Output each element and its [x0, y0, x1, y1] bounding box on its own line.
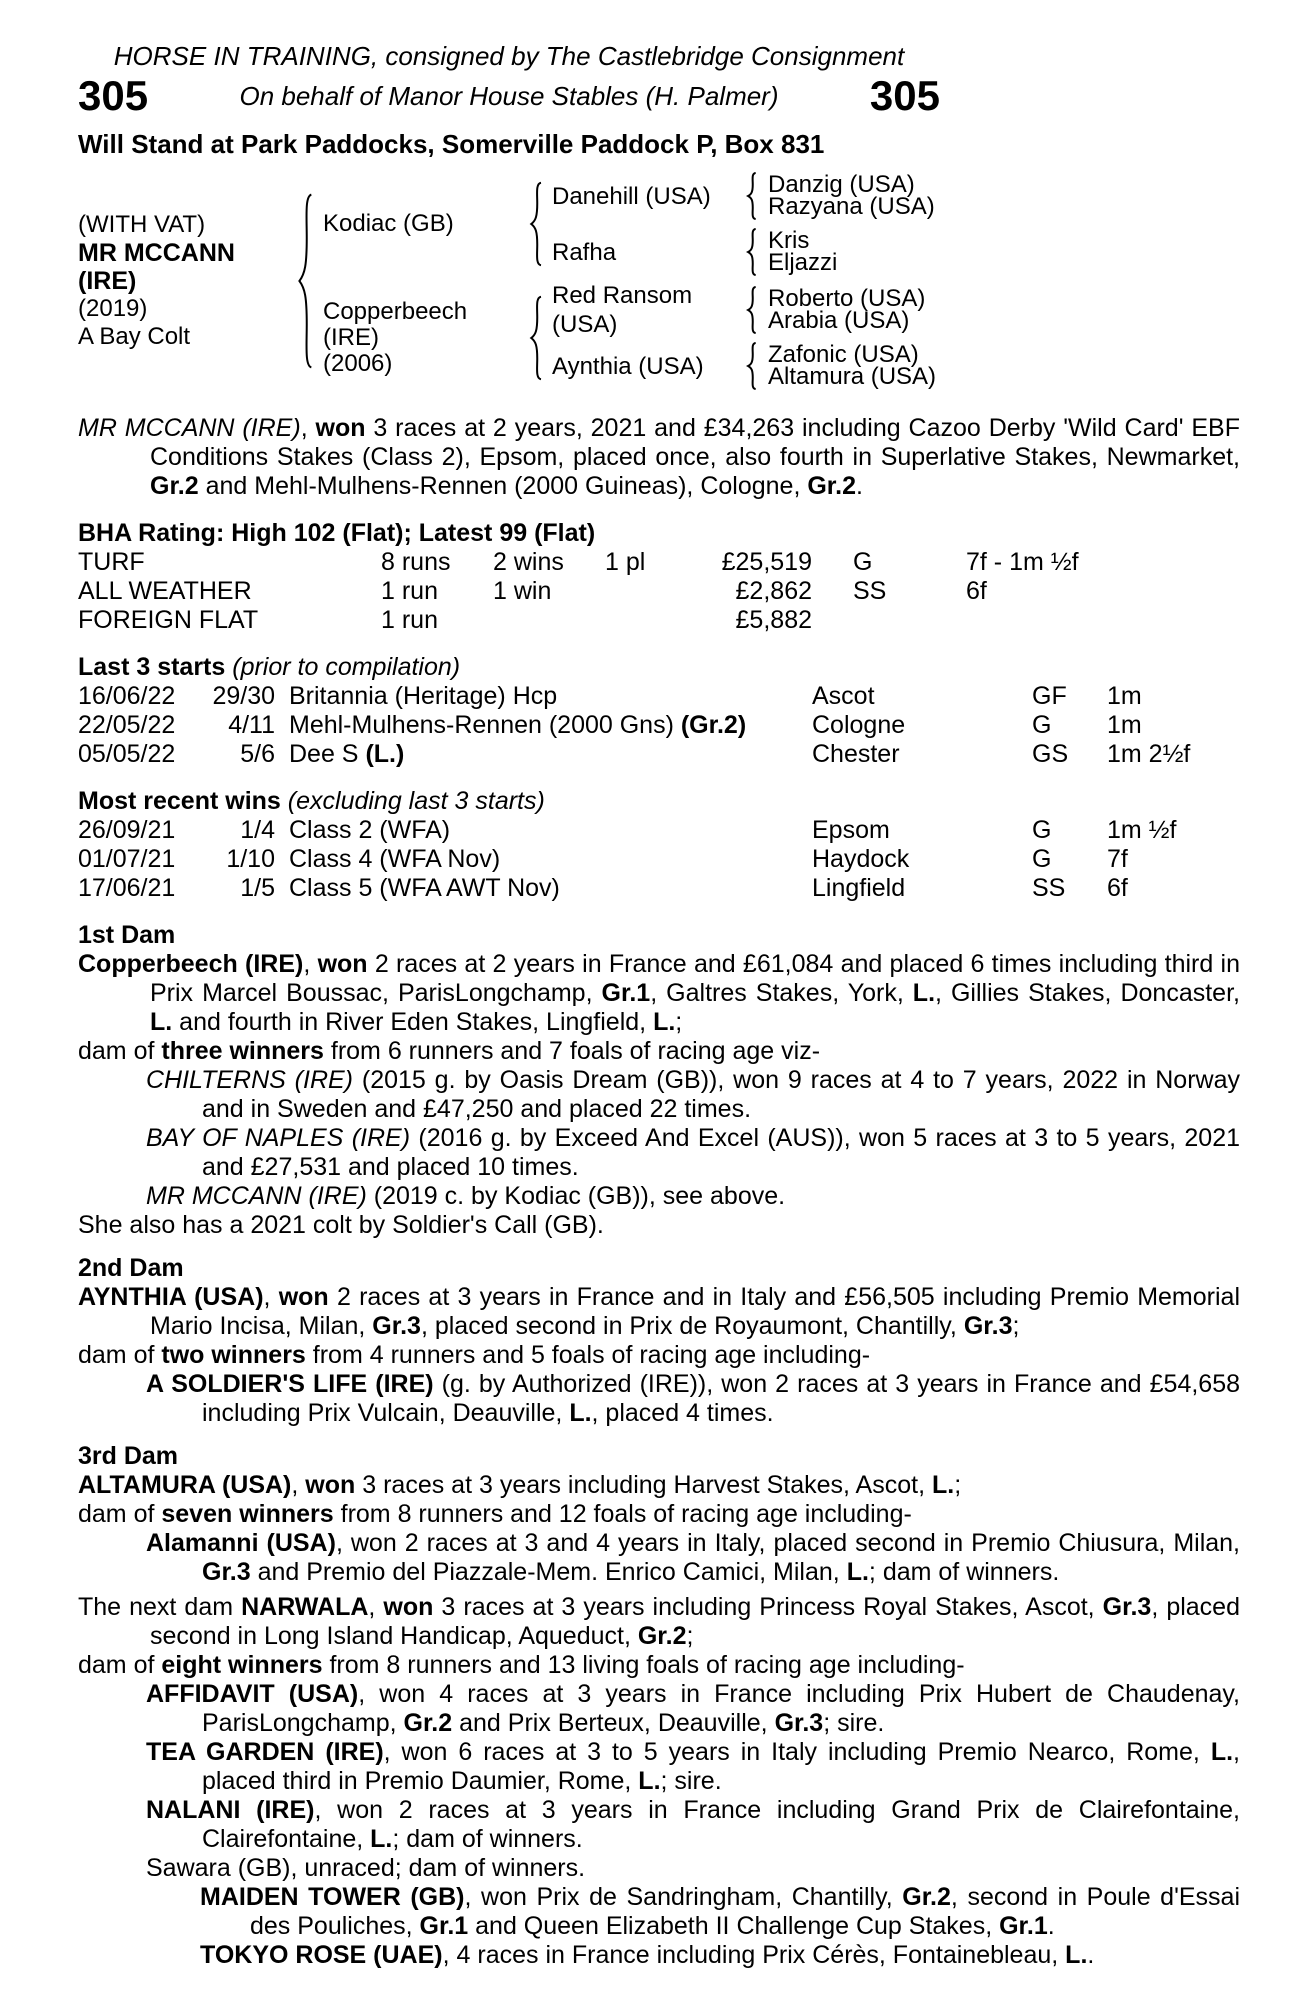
going-value: G [1032, 711, 1052, 739]
finish-position: 1/10 [226, 845, 275, 873]
pedigree-brace-icon [744, 286, 758, 334]
pedigree-brace-icon [744, 172, 758, 220]
ancestor-name: Roberto (USA) [768, 285, 926, 312]
race-date: 16/06/22 [78, 682, 176, 710]
course-name: Epsom [812, 816, 890, 844]
dam-dam-name: Aynthia (USA) [552, 352, 704, 380]
recent-wins-title: Most recent wins [78, 787, 281, 815]
horse-name: MR MCCANN (IRE) [78, 239, 235, 295]
ancestor-name: Razyana (USA) [768, 193, 935, 220]
win-row [78, 816, 1240, 845]
dam-sire-name: Red Ransom (USA) [552, 282, 693, 338]
distance-value: 1m ½f [1107, 816, 1177, 844]
catalogue-paragraph: The next dam NARWALA, won 3 races at 3 years including Princess Royal Stakes, Ascot, Gr.3, placed second in Long Island Handicap, Aqueduct, Gr.2; [78, 1593, 1240, 1650]
going-value: SS [853, 577, 887, 605]
sire-sire-branch [552, 171, 935, 220]
race-name: Class 4 (WFA Nov) [289, 845, 501, 873]
stand-location-line: Will Stand at Park Paddocks, Somerville Paddock P, Box 831 [78, 129, 825, 159]
catalogue-paragraph: CHILTERNS (IRE) (2015 g. by Oasis Dream (GB)), won 9 races at 4 to 7 years, 2022 in Norway and in Sweden and £47,250 and placed 22 times. [146, 1066, 1240, 1123]
going-value: G [1032, 816, 1052, 844]
surface-label: TURF [78, 548, 145, 576]
going-value: G [1032, 845, 1052, 873]
consignor-line: HORSE IN TRAINING, consigned by The Castlebridge Consignment [113, 41, 905, 71]
lot-number-left: 305 [78, 72, 149, 119]
bha-row [78, 606, 1240, 635]
distance-value: 7f [1107, 845, 1128, 873]
distance-value: 7f - 1m ½f [966, 548, 1079, 576]
ancestor-name: Eljazzi [768, 249, 838, 276]
bha-rating-heading: BHA Rating: High 102 (Flat); Latest 99 (Flat) [78, 519, 596, 547]
course-name: Haydock [812, 845, 910, 873]
going-value: GS [1032, 740, 1069, 768]
going-value: G [853, 548, 873, 576]
catalogue-paragraph: MR MCCANN (IRE) (2019 c. by Kodiac (GB)), see above. [146, 1182, 786, 1210]
catalogue-paragraph: dam of two winners from 4 runners and 5 foals of racing age including- [78, 1341, 871, 1369]
dam-heading: 2nd Dam [78, 1254, 184, 1282]
win-row [78, 874, 1240, 903]
catalogue-paragraph: NALANI (IRE), won 2 races at 3 years in France including Grand Prix de Clairefontaine, Clairefontaine, L.; dam of winners. [146, 1796, 1240, 1853]
bha-row [78, 548, 1240, 577]
race-date: 26/09/21 [78, 816, 176, 844]
last-starts-heading [78, 653, 1240, 682]
race-name: Mehl-Mulhens-Rennen (2000 Gns) (Gr.2) [289, 711, 747, 739]
column-spacer [812, 548, 853, 577]
finish-position: 1/5 [240, 874, 275, 902]
earnings-value: £5,882 [735, 606, 812, 634]
ancestor-name: Kris [768, 227, 810, 254]
race-name: Class 2 (WFA) [289, 816, 451, 844]
bha-rating-section [78, 519, 1240, 635]
ancestor-name: Zafonic (USA) [768, 341, 919, 368]
dam-branch [323, 282, 937, 390]
course-name: Lingfield [812, 874, 906, 902]
pedigree-brace-icon [526, 181, 544, 267]
catalogue-paragraph: dam of eight winners from 8 runners and 13 living foals of racing age including- [78, 1651, 965, 1679]
dam-year: (2006) [323, 350, 393, 377]
last-starts-note-text: (prior to compilation) [232, 653, 461, 681]
win-row [78, 845, 1240, 874]
race-date: 22/05/22 [78, 711, 176, 739]
distance-value: 1m [1107, 682, 1142, 710]
pedigree-brace-icon [744, 342, 758, 390]
sire-branch [323, 171, 936, 276]
dam-heading: 3rd Dam [78, 1442, 179, 1470]
finish-position: 5/6 [240, 740, 275, 768]
distance-value: 6f [966, 577, 987, 605]
ancestor-name: Danzig (USA) [768, 171, 915, 198]
course-name: Chester [812, 740, 900, 768]
page-header [78, 40, 940, 120]
last-starts-title: Last 3 starts [78, 653, 226, 681]
going-value: SS [1032, 874, 1066, 902]
surface-label: ALL WEATHER [78, 577, 252, 605]
race-name: Dee S (L.) [289, 740, 405, 768]
catalogue-paragraph: She also has a 2021 colt by Soldier's Call (GB). [78, 1211, 604, 1239]
catalogue-paragraph: MAIDEN TOWER (GB), won Prix de Sandringham, Chantilly, Gr.2, second in Poule d'Essai des Pouliches, Gr.1 and Queen Elizabeth II Challenge Cup Stakes, Gr.1. [200, 1883, 1240, 1940]
pedigree-brace-icon [293, 191, 315, 371]
recent-wins-note-text: (excluding last 3 starts) [287, 787, 545, 815]
runs-value: 1 run [381, 606, 438, 634]
catalogue-paragraph: ALTAMURA (USA), won 3 races at 3 years including Harvest Stakes, Ascot, L.; [78, 1471, 962, 1499]
column-spacer [812, 577, 853, 606]
lot-row [78, 72, 940, 120]
distance-value: 1m 2½f [1107, 740, 1191, 768]
course-name: Ascot [812, 682, 875, 710]
finish-position: 4/11 [228, 711, 275, 739]
runs-value: 1 run [381, 577, 438, 605]
wins-value: 1 win [493, 577, 552, 605]
wins-value: 2 wins [493, 548, 564, 576]
column-spacer [812, 606, 853, 635]
catalogue-paragraph: AFFIDAVIT (USA), won 4 races at 3 years in France including Prix Hubert de Chaudenay, ParisLongchamp, Gr.2 and Prix Berteux, Deauville, Gr.3; sire. [146, 1680, 1240, 1737]
pedigree-table [78, 171, 1240, 390]
start-row [78, 711, 1240, 740]
catalogue-paragraph: BAY OF NAPLES (IRE) (2016 g. by Exceed And Excel (AUS)), won 5 races at 3 to 5 years, 2021 and £27,531 and placed 10 times. [146, 1124, 1240, 1181]
catalogue-paragraph: dam of three winners from 6 runners and 7 foals of racing age viz- [78, 1037, 821, 1065]
race-date: 01/07/21 [78, 845, 176, 873]
dam-name-block [323, 299, 526, 377]
surface-label: FOREIGN FLAT [78, 606, 259, 634]
going-value: GF [1032, 682, 1067, 710]
finish-position: 1/4 [240, 816, 275, 844]
start-row [78, 740, 1240, 769]
pedigree-generation2 [323, 171, 937, 390]
recent-wins-section [78, 787, 1240, 903]
sire-dam-branch [552, 227, 935, 276]
start-row [78, 682, 1240, 711]
race-date: 17/06/21 [78, 874, 176, 902]
dam-heading: 1st Dam [78, 921, 176, 949]
recent-wins-heading [78, 787, 1240, 816]
going-value [853, 606, 966, 635]
catalogue-paragraph: Copperbeech (IRE), won 2 races at 2 years in France and £61,084 and placed 6 times including third in Prix Marcel Boussac, ParisLongchamp, Gr.1, Galtres Stakes, York, L., Gillies Stakes, Doncaster, L. and fourth in River Eden Stakes, Lingfield, L.; [78, 950, 1240, 1036]
lot-number-right: 305 [869, 72, 940, 119]
pedigree-brace-icon [744, 228, 758, 276]
places-value [605, 606, 665, 635]
places-value: 1 pl [605, 548, 646, 576]
dam-sections [78, 921, 1240, 1970]
catalogue-paragraph: TOKYO ROSE (UAE), 4 races in France including Prix Cérès, Fontainebleau, L.. [200, 1941, 1095, 1969]
sire-sire-name: Danehill (USA) [552, 182, 711, 210]
catalogue-paragraph: TEA GARDEN (IRE), won 6 races at 3 to 5 years in Italy including Premio Nearco, Rome, L., placed third in Premio Daumier, Rome, L.; sire. [146, 1738, 1240, 1795]
distance-value: 1m [1107, 711, 1142, 739]
earnings-value: £25,519 [721, 548, 812, 576]
distance-value [966, 606, 1240, 635]
ancestor-name: Arabia (USA) [768, 307, 910, 334]
vat-note: (WITH VAT) [78, 211, 206, 238]
bha-row [78, 577, 1240, 606]
catalogue-paragraph: Sawara (GB), unraced; dam of winners. [146, 1854, 586, 1882]
dam-dam-branch [552, 341, 937, 390]
earnings-value: £2,862 [735, 577, 812, 605]
course-name: Cologne [812, 711, 906, 739]
distance-value: 6f [1107, 874, 1128, 902]
race-name: Class 5 (WFA AWT Nov) [289, 874, 560, 902]
wins-value [493, 606, 605, 635]
last-starts-section [78, 653, 1240, 769]
runs-value: 8 runs [381, 548, 451, 576]
ancestor-name: Altamura (USA) [768, 363, 937, 390]
section-gap [78, 1428, 1240, 1434]
dam-sire-branch [552, 282, 936, 338]
sire-dam-name: Rafha [552, 238, 617, 266]
on-behalf-line: On behalf of Manor House Stables (H. Palmer) [239, 80, 779, 111]
horse-foal-year: (2019) [78, 295, 148, 322]
sire-name: Kodiac (GB) [323, 210, 454, 237]
section-gap [78, 1240, 1240, 1246]
race-name: Britannia (Heritage) Hcp [289, 682, 558, 710]
race-record-paragraph: MR MCCANN (IRE), won 3 races at 2 years, 2021 and £34,263 including Cazoo Derby 'Wild Card' EBF Conditions Stakes (Class 2), Epsom, placed once, also fourth in Superlative Stakes, Newmarket, Gr.2 and Mehl-Mulhens-Rennen (2000 Guineas), Cologne, Gr.2. [78, 414, 1240, 500]
catalogue-paragraph: AYNTHIA (USA), won 2 races at 3 years in France and in Italy and £56,505 including Premio Memorial Mario Incisa, Milan, Gr.3, placed second in Prix de Royaumont, Chantilly, Gr.3; [78, 1283, 1240, 1340]
pedigree-brace-icon [526, 295, 544, 381]
finish-position: 29/30 [212, 682, 275, 710]
catalogue-paragraph: dam of seven winners from 8 runners and 12 foals of racing age including- [78, 1500, 912, 1528]
horse-colour: A Bay Colt [78, 323, 191, 350]
dam-name: Copperbeech (IRE) [323, 298, 468, 351]
race-date: 05/05/22 [78, 740, 176, 768]
catalogue-paragraph: A SOLDIER'S LIFE (IRE) (g. by Authorized (IRE)), won 2 races at 3 years in France and £54,658 including Prix Vulcain, Deauville, L., placed 4 times. [146, 1370, 1241, 1427]
catalogue-paragraph: Alamanni (USA), won 2 races at 3 and 4 years in Italy, placed second in Premio Chiusura, Milan, Gr.3 and Premio del Piazzale-Mem. Enrico Camici, Milan, L.; dam of winners. [146, 1529, 1240, 1586]
places-value [605, 577, 665, 606]
pedigree-root-block [78, 211, 293, 351]
